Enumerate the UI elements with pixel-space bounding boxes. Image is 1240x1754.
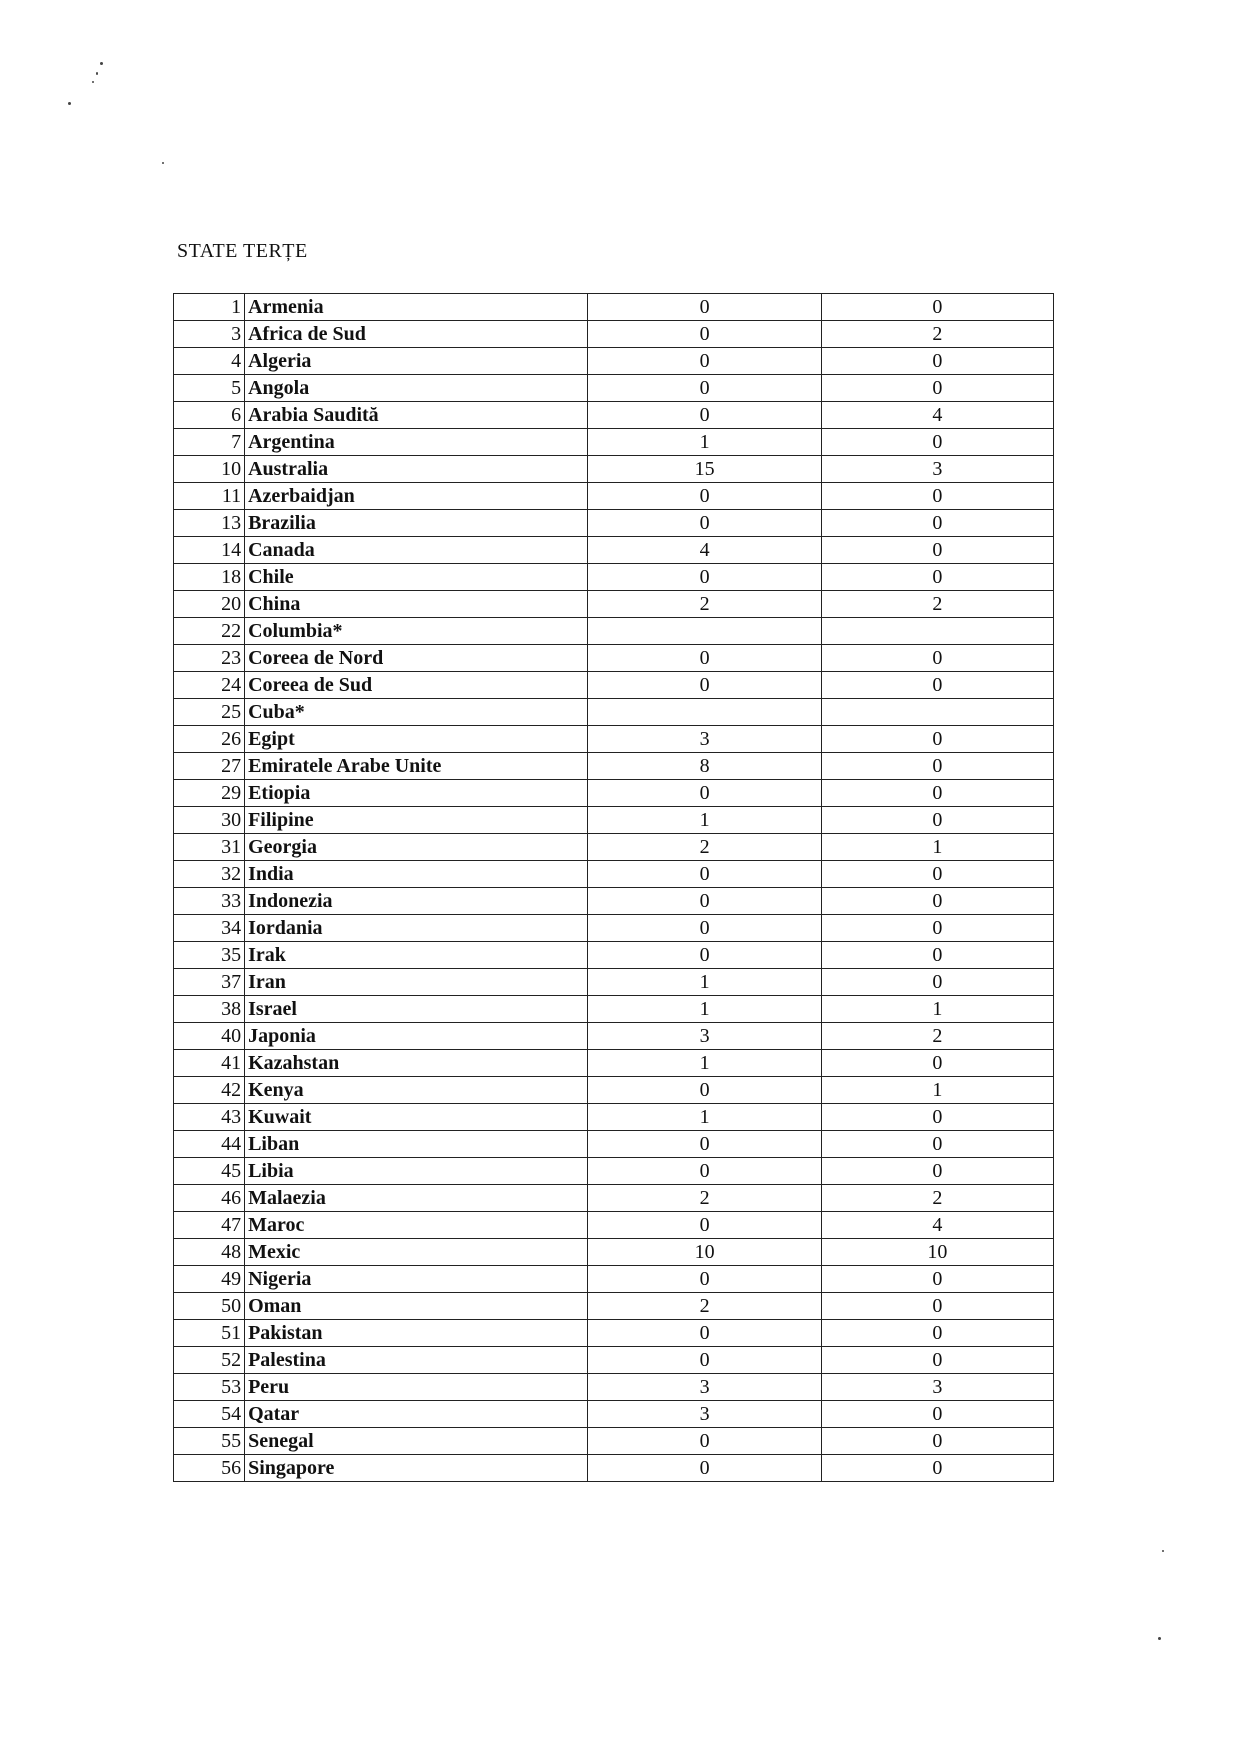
country-name: Brazilia [245,510,588,537]
country-name: Senegal [245,1428,588,1455]
country-name: Georgia [245,834,588,861]
value-column-1: 3 [588,1023,821,1050]
value-column-1: 0 [588,1077,821,1104]
row-number: 31 [174,834,245,861]
value-column-2: 2 [821,591,1053,618]
value-column-1: 2 [588,834,821,861]
row-number: 5 [174,375,245,402]
table-row [174,753,1054,780]
value-column-2: 0 [821,942,1053,969]
value-column-1 [588,618,821,645]
value-column-1: 1 [588,969,821,996]
country-name: Indonezia [245,888,588,915]
value-column-1: 0 [588,375,821,402]
value-column-2: 0 [821,969,1053,996]
table-row [174,1401,1054,1428]
country-name: Cuba* [245,699,588,726]
country-name: Iordania [245,915,588,942]
scan-speck [162,162,164,164]
value-column-2: 0 [821,1455,1053,1482]
row-number: 1 [174,294,245,321]
value-column-2: 0 [821,429,1053,456]
value-column-2: 0 [821,915,1053,942]
value-column-1: 0 [588,348,821,375]
row-number: 34 [174,915,245,942]
country-name: Coreea de Nord [245,645,588,672]
row-number: 23 [174,645,245,672]
value-column-2: 3 [821,1374,1053,1401]
value-column-1: 10 [588,1239,821,1266]
value-column-1: 0 [588,1158,821,1185]
country-name: Pakistan [245,1320,588,1347]
row-number: 56 [174,1455,245,1482]
table-row [174,456,1054,483]
value-column-1: 0 [588,672,821,699]
country-name: Malaezia [245,1185,588,1212]
value-column-1: 0 [588,861,821,888]
table-row [174,348,1054,375]
country-name: Maroc [245,1212,588,1239]
country-name: Egipt [245,726,588,753]
value-column-1: 2 [588,1293,821,1320]
scan-speck [1158,1637,1161,1640]
value-column-2: 4 [821,1212,1053,1239]
table-row [174,564,1054,591]
row-number: 35 [174,942,245,969]
value-column-2: 0 [821,1347,1053,1374]
row-number: 51 [174,1320,245,1347]
row-number: 25 [174,699,245,726]
country-name: Azerbaidjan [245,483,588,510]
value-column-2: 0 [821,672,1053,699]
value-column-2 [821,618,1053,645]
country-name: Australia [245,456,588,483]
row-number: 29 [174,780,245,807]
country-name: Peru [245,1374,588,1401]
country-name: Filipine [245,807,588,834]
value-column-2: 0 [821,861,1053,888]
value-column-2: 0 [821,537,1053,564]
table-row [174,1077,1054,1104]
table-row [174,672,1054,699]
value-column-2: 0 [821,888,1053,915]
row-number: 50 [174,1293,245,1320]
value-column-2: 1 [821,996,1053,1023]
row-number: 18 [174,564,245,591]
table-row [174,1131,1054,1158]
value-column-1: 0 [588,483,821,510]
value-column-2: 4 [821,402,1053,429]
row-number: 41 [174,1050,245,1077]
row-number: 38 [174,996,245,1023]
table-row [174,699,1054,726]
table-row [174,861,1054,888]
value-column-1: 0 [588,564,821,591]
table-row [174,294,1054,321]
value-column-2: 0 [821,294,1053,321]
table-row [174,915,1054,942]
value-column-1: 1 [588,807,821,834]
country-name: Coreea de Sud [245,672,588,699]
scan-speck [92,81,94,83]
row-number: 47 [174,1212,245,1239]
row-number: 45 [174,1158,245,1185]
table-row [174,1212,1054,1239]
table-row [174,942,1054,969]
table-row [174,537,1054,564]
value-column-1: 15 [588,456,821,483]
countries-table [173,293,1054,1482]
table-row [174,834,1054,861]
value-column-2: 0 [821,348,1053,375]
country-name: Arabia Saudită [245,402,588,429]
country-name: Argentina [245,429,588,456]
value-column-1: 0 [588,888,821,915]
country-name: Etiopia [245,780,588,807]
row-number: 52 [174,1347,245,1374]
value-column-2: 0 [821,726,1053,753]
table-row [174,1104,1054,1131]
row-number: 4 [174,348,245,375]
value-column-1: 0 [588,510,821,537]
scan-speck [1162,1550,1164,1552]
row-number: 53 [174,1374,245,1401]
country-name: India [245,861,588,888]
value-column-1: 0 [588,1347,821,1374]
row-number: 33 [174,888,245,915]
row-number: 37 [174,969,245,996]
value-column-2: 10 [821,1239,1053,1266]
row-number: 11 [174,483,245,510]
country-name: Iran [245,969,588,996]
value-column-2: 0 [821,1131,1053,1158]
country-name: Kazahstan [245,1050,588,1077]
scan-speck [96,72,98,75]
value-column-1: 0 [588,1428,821,1455]
value-column-2: 0 [821,1266,1053,1293]
value-column-2: 0 [821,564,1053,591]
value-column-1: 0 [588,402,821,429]
value-column-2: 0 [821,1293,1053,1320]
table-row [174,1293,1054,1320]
value-column-1: 0 [588,294,821,321]
table-row [174,591,1054,618]
value-column-1: 0 [588,645,821,672]
scan-speck [100,62,103,65]
value-column-2: 1 [821,1077,1053,1104]
value-column-2: 0 [821,1104,1053,1131]
country-name: Kuwait [245,1104,588,1131]
row-number: 3 [174,321,245,348]
value-column-1: 8 [588,753,821,780]
table-row [174,402,1054,429]
row-number: 40 [174,1023,245,1050]
value-column-1: 0 [588,1131,821,1158]
country-name: Emiratele Arabe Unite [245,753,588,780]
row-number: 22 [174,618,245,645]
country-name: Algeria [245,348,588,375]
row-number: 48 [174,1239,245,1266]
row-number: 14 [174,537,245,564]
table-row [174,510,1054,537]
country-name: Palestina [245,1347,588,1374]
table-row [174,1266,1054,1293]
country-name: Israel [245,996,588,1023]
value-column-2: 0 [821,1428,1053,1455]
country-name: Qatar [245,1401,588,1428]
value-column-1: 0 [588,1212,821,1239]
value-column-1: 1 [588,1104,821,1131]
value-column-1: 0 [588,321,821,348]
country-name: Canada [245,537,588,564]
value-column-2: 2 [821,1185,1053,1212]
value-column-1: 0 [588,1455,821,1482]
table-row [174,375,1054,402]
value-column-2: 0 [821,780,1053,807]
table-row [174,726,1054,753]
country-name: Angola [245,375,588,402]
row-number: 30 [174,807,245,834]
value-column-2: 0 [821,510,1053,537]
country-name: Kenya [245,1077,588,1104]
table-row [174,1347,1054,1374]
row-number: 49 [174,1266,245,1293]
row-number: 6 [174,402,245,429]
table-row [174,1428,1054,1455]
value-column-2: 0 [821,645,1053,672]
table-row [174,1158,1054,1185]
country-name: Mexic [245,1239,588,1266]
table-row [174,1050,1054,1077]
value-column-2: 1 [821,834,1053,861]
row-number: 20 [174,591,245,618]
row-number: 24 [174,672,245,699]
table-row [174,1320,1054,1347]
row-number: 54 [174,1401,245,1428]
table-row [174,429,1054,456]
row-number: 42 [174,1077,245,1104]
value-column-2: 0 [821,1320,1053,1347]
table-row [174,996,1054,1023]
value-column-2: 2 [821,1023,1053,1050]
row-number: 7 [174,429,245,456]
row-number: 55 [174,1428,245,1455]
table-row [174,483,1054,510]
value-column-2: 0 [821,753,1053,780]
value-column-1: 1 [588,1050,821,1077]
row-number: 10 [174,456,245,483]
country-name: Japonia [245,1023,588,1050]
table-row [174,321,1054,348]
table-row [174,888,1054,915]
value-column-1: 0 [588,1266,821,1293]
country-name: China [245,591,588,618]
table-row [174,1455,1054,1482]
row-number: 46 [174,1185,245,1212]
value-column-2: 3 [821,456,1053,483]
table-row [174,618,1054,645]
value-column-1: 0 [588,1320,821,1347]
row-number: 44 [174,1131,245,1158]
scan-speck [68,102,71,105]
row-number: 26 [174,726,245,753]
value-column-2: 2 [821,321,1053,348]
row-number: 43 [174,1104,245,1131]
row-number: 27 [174,753,245,780]
country-name: Africa de Sud [245,321,588,348]
row-number: 32 [174,861,245,888]
value-column-2: 0 [821,375,1053,402]
country-name: Singapore [245,1455,588,1482]
row-number: 13 [174,510,245,537]
value-column-2: 0 [821,1401,1053,1428]
country-name: Columbia* [245,618,588,645]
value-column-2: 0 [821,483,1053,510]
table-row [174,807,1054,834]
value-column-2: 0 [821,807,1053,834]
value-column-2 [821,699,1053,726]
value-column-1: 2 [588,1185,821,1212]
table-row [174,1185,1054,1212]
value-column-2: 0 [821,1158,1053,1185]
country-name: Nigeria [245,1266,588,1293]
value-column-1 [588,699,821,726]
country-name: Liban [245,1131,588,1158]
table-row [174,1023,1054,1050]
value-column-1: 1 [588,429,821,456]
value-column-1: 2 [588,591,821,618]
country-name: Libia [245,1158,588,1185]
value-column-1: 1 [588,996,821,1023]
table-row [174,969,1054,996]
table-row [174,780,1054,807]
section-heading: STATE TERȚE [177,240,308,262]
country-name: Oman [245,1293,588,1320]
value-column-1: 0 [588,780,821,807]
country-name: Armenia [245,294,588,321]
value-column-1: 3 [588,1374,821,1401]
value-column-2: 0 [821,1050,1053,1077]
table-row [174,1239,1054,1266]
table-row [174,1374,1054,1401]
value-column-1: 3 [588,726,821,753]
table-row [174,645,1054,672]
value-column-1: 4 [588,537,821,564]
value-column-1: 3 [588,1401,821,1428]
country-name: Chile [245,564,588,591]
country-name: Irak [245,942,588,969]
value-column-1: 0 [588,915,821,942]
value-column-1: 0 [588,942,821,969]
table-body [174,294,1054,1482]
